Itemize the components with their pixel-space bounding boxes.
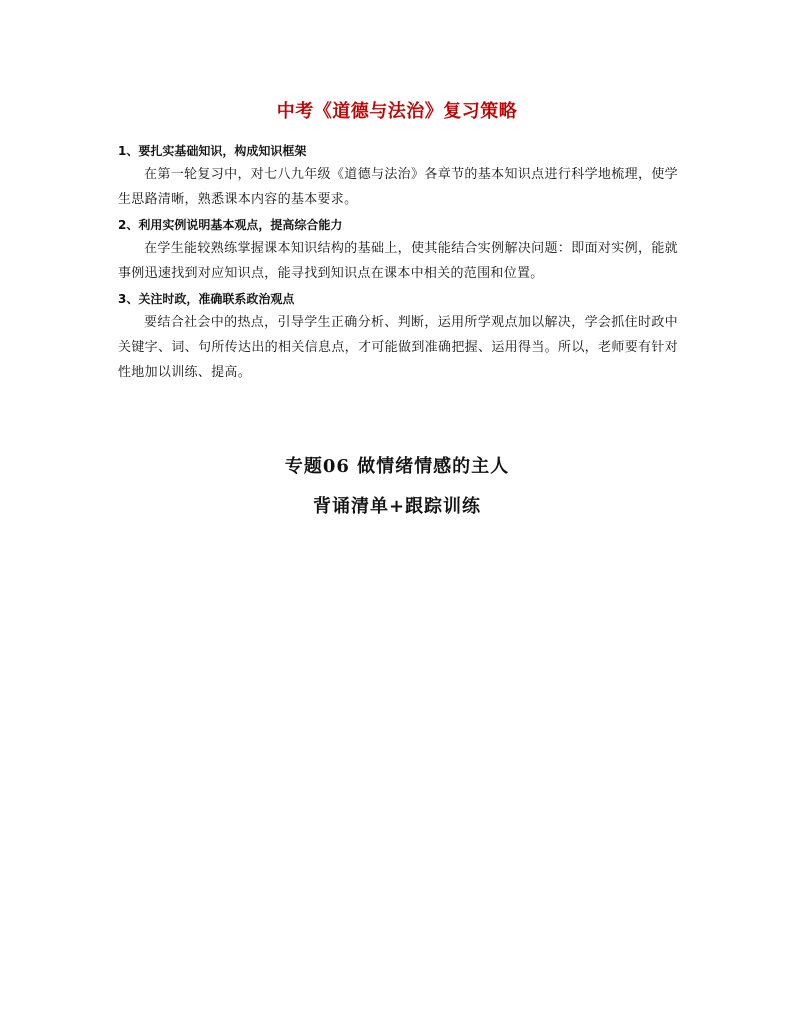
topic-title: 专题06 做情绪情感的主人 <box>284 456 510 477</box>
strategy-title: 中考《道德与法治》复习策略 <box>276 101 518 122</box>
section-body: 要结合社会中的热点，引导学生正确分析、判断，运用所学观点加以解决，学会抓住时政中关键字、词、句所传达出的相关信息点，才可能做到准确把握、运用得当。所以，老师要有针对性地加以训练、提高。 <box>118 315 678 380</box>
strategy-section-2 <box>118 214 678 286</box>
strategy-section-3 <box>118 288 678 385</box>
topic-subtitle: 背诵清单+跟踪训练 <box>312 496 482 517</box>
section-body: 在第一轮复习中，对七八九年级《道德与法治》各章节的基本知识点进行科学地梳理，使学生思路清晰，熟悉课本内容的基本要求。 <box>118 167 678 207</box>
section-heading: 3、关注时政，准确联系政治观点 <box>118 292 295 306</box>
section-heading: 2、利用实例说明基本观点，提高综合能力 <box>118 218 343 232</box>
strategy-section-1 <box>118 140 678 212</box>
strategy-content <box>118 140 678 387</box>
section-body: 在学生能较熟练掌握课本知识结构的基础上，使其能结合实例解决问题：即面对实例，能就事例迅速找到对应知识点，能寻找到知识点在课本中相关的范围和位置。 <box>118 241 678 281</box>
section-heading: 1、要扎实基础知识，构成知识框架 <box>118 144 307 158</box>
